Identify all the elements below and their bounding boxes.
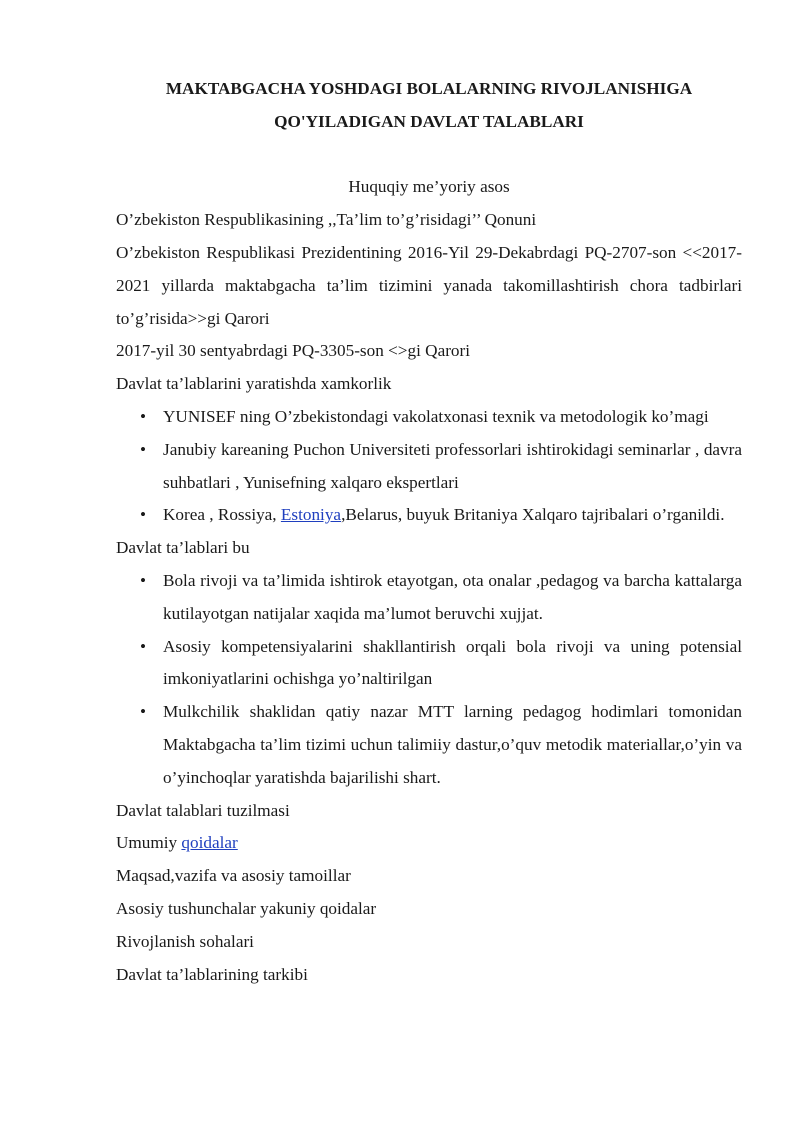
standards-item-text: Mulkchilik shaklidan qatiy nazar MTT larning pedagog hodimlari tomonidan Maktabgacha ta’lim tizimi uchun talimiiy dastur,o’quv metodik materiallar,o’yin va o’yinchoqlar yaratishda bajarilishi shart. bbox=[163, 702, 742, 787]
cooperation-item-text: YUNISEF ning O’zbekistondagi vakolatxonasi texnik va metodologik ko’magi bbox=[163, 406, 709, 426]
bullet-icon: • bbox=[140, 702, 147, 722]
document-title-line-1: MAKTABGACHA YOSHDAGI BOLALARNING RIVOJLANISHIGA bbox=[165, 79, 693, 98]
cooperation-item-puchon bbox=[116, 434, 742, 500]
cooperation-list bbox=[116, 401, 742, 532]
bullet-icon: • bbox=[140, 505, 147, 525]
bullet-icon: • bbox=[140, 406, 147, 426]
presidential-decree-paragraph: O’zbekiston Respublikasi Prezidentining 2016-Yil 29-Dekabrdagi PQ-2707-son <<2017-2021 yillarda maktabgacha ta’lim tizimini yanada takomillashtirish chora tadbirlari to’g’risida>>gi Qarori bbox=[116, 242, 742, 328]
structure-line-composition: Davlat ta’lablarining tarkibi bbox=[116, 964, 308, 984]
bullet-icon: • bbox=[140, 636, 147, 656]
document-title-line-2: QO'YILADIGAN DAVLAT TALABLARI bbox=[274, 111, 584, 131]
standards-heading: Davlat ta’lablari bu bbox=[116, 538, 250, 558]
structure-line-concepts: Asosiy tushunchalar yakuniy qoidalar bbox=[116, 898, 377, 918]
document-page bbox=[116, 73, 742, 991]
structure-line-development-areas: Rivojlanish sohalari bbox=[116, 931, 254, 951]
structure-heading: Davlat talablari tuzilmasi bbox=[116, 800, 290, 820]
standards-item-text: Asosiy kompetensiyalarini shakllantirish orqali bola rivoji va uning potensial imkoniyatlarini ochishga yo’naltirilgan bbox=[163, 636, 742, 689]
cooperation-item-text: Janubiy kareaning Puchon Universiteti professorlari ishtirokidagi seminarlar , davra suhbatlari , Yunisefning xalqaro ekspertlari bbox=[163, 439, 742, 492]
cooperation-item-text-before: Korea , Rossiya, bbox=[163, 505, 281, 525]
standards-item bbox=[116, 696, 742, 794]
bullet-icon: • bbox=[140, 439, 147, 459]
bullet-icon: • bbox=[140, 570, 147, 590]
cooperation-heading: Davlat ta’lablarini yaratishda xamkorlik bbox=[116, 374, 392, 394]
cooperation-item-unicef bbox=[116, 401, 742, 434]
estoniya-link[interactable]: Estoniya bbox=[280, 505, 342, 525]
standards-item bbox=[116, 631, 742, 697]
qoidalar-link[interactable]: qoidalar bbox=[181, 833, 238, 853]
standards-list bbox=[116, 565, 742, 795]
general-rules-prefix: Umumiy bbox=[116, 833, 182, 853]
education-law-line: O’zbekiston Respublikasining ,,Ta’lim to’g’risidagi’’ Qonuni bbox=[116, 210, 537, 230]
decree-3305-line: 2017-yil 30 sentyabrdagi PQ-3305-son <>gi Qarori bbox=[116, 341, 471, 361]
structure-line-goals: Maqsad,vazifa va asosiy tamoillar bbox=[116, 866, 351, 886]
standards-item-text: Bola rivoji va ta’limida ishtirok etayotgan, ota onalar ,pedagog va barcha kattalarga kutilayotgan natijalar xaqida ma’lumot beruvchi xujjat. bbox=[163, 570, 742, 623]
cooperation-item-text-after: ,Belarus, buyuk Britaniya Xalqaro tajribalari o’rganildi. bbox=[341, 505, 725, 525]
general-rules-line bbox=[116, 827, 742, 860]
legal-basis-heading: Huquqiy me’yoriy asos bbox=[348, 177, 510, 197]
cooperation-item-international bbox=[116, 499, 742, 532]
title-spacer bbox=[116, 139, 742, 172]
standards-item bbox=[116, 565, 742, 631]
